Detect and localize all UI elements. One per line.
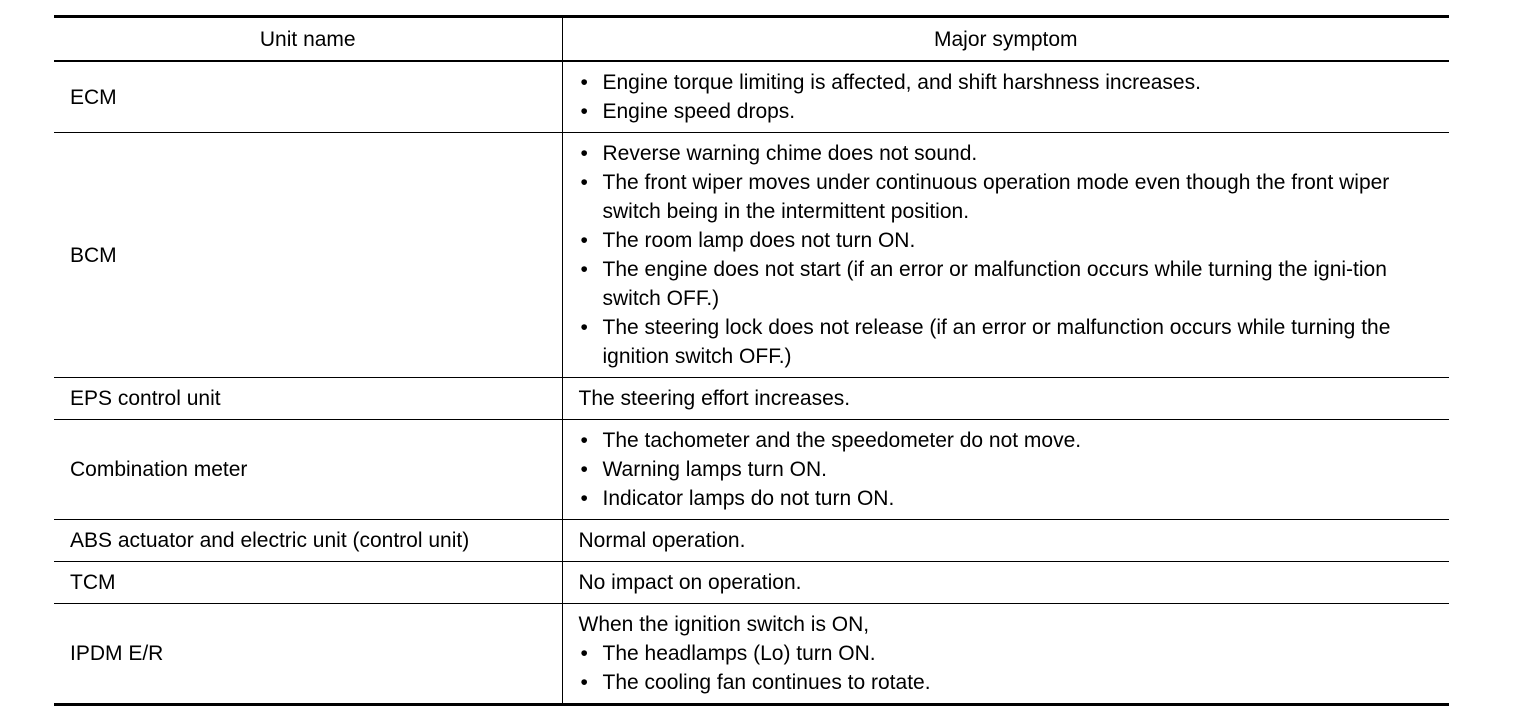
- symptom-bullet-item: • Reverse warning chime does not sound.: [579, 139, 1442, 168]
- symptom-cell: [562, 604, 1449, 705]
- symptom-bullet-item: • Warning lamps turn ON.: [579, 455, 1442, 484]
- symptom-bullet-item: • The tachometer and the speedometer do not move.: [579, 426, 1442, 455]
- symptom-cell: [562, 378, 1449, 420]
- table-row: [54, 520, 1449, 562]
- symptom-bullet-item: • The room lamp does not turn ON.: [579, 226, 1442, 255]
- symptom-bullet-item: • Engine speed drops.: [579, 97, 1442, 126]
- symptom-cell: [562, 420, 1449, 520]
- symptom-bullet-list: [579, 426, 1442, 513]
- symptom-cell: [562, 61, 1449, 133]
- unit-name-cell: ABS actuator and electric unit (control unit): [54, 520, 562, 562]
- header-major-symptom: Major symptom: [933, 27, 1078, 51]
- unit-name-cell: TCM: [54, 562, 562, 604]
- symptom-bullet-item: • Engine torque limiting is affected, and shift harshness increases.: [579, 68, 1442, 97]
- unit-name-cell: Combination meter: [54, 420, 562, 520]
- unit-name-cell: IPDM E/R: [54, 604, 562, 705]
- symptom-bullet-list: [579, 68, 1442, 126]
- symptom-intro-text: When the ignition switch is ON,: [578, 613, 870, 636]
- table-row: [54, 420, 1449, 520]
- symptom-table: [54, 15, 1449, 706]
- table-row: [54, 61, 1449, 133]
- symptom-bullet-list: [579, 639, 1442, 697]
- unit-name-cell: ECM: [54, 61, 562, 133]
- table-row: [54, 378, 1449, 420]
- table-row: [54, 133, 1449, 378]
- symptom-text: The steering effort increases.: [578, 387, 851, 410]
- symptom-bullet-list: [579, 139, 1442, 371]
- header-unit-name: Unit name: [54, 17, 562, 62]
- table-header-row: [54, 17, 1449, 62]
- symptom-bullet-item: • The headlamps (Lo) turn ON.: [579, 639, 1442, 668]
- table-row: [54, 562, 1449, 604]
- symptom-cell: [562, 520, 1449, 562]
- symptom-table-container: [54, 15, 1449, 706]
- symptom-cell: [562, 562, 1449, 604]
- symptom-bullet-item: • The cooling fan continues to rotate.: [579, 668, 1442, 697]
- symptom-bullet-item: • The engine does not start (if an error or malfunction occurs while turning the igni-tion switch OFF.): [579, 255, 1442, 313]
- unit-name-cell: EPS control unit: [54, 378, 562, 420]
- symptom-text: No impact on operation.: [578, 571, 802, 594]
- symptom-bullet-item: • The front wiper moves under continuous operation mode even though the front wiper switch being in the intermittent position.: [579, 168, 1442, 226]
- symptom-bullet-item: • Indicator lamps do not turn ON.: [579, 484, 1442, 513]
- table-row: [54, 604, 1449, 705]
- unit-name-cell: BCM: [54, 133, 562, 378]
- symptom-text: Normal operation.: [578, 529, 746, 552]
- table-body: [54, 61, 1449, 705]
- symptom-cell: [562, 133, 1449, 378]
- symptom-bullet-item: • The steering lock does not release (if an error or malfunction occurs while turning the ignition switch OFF.): [579, 313, 1442, 371]
